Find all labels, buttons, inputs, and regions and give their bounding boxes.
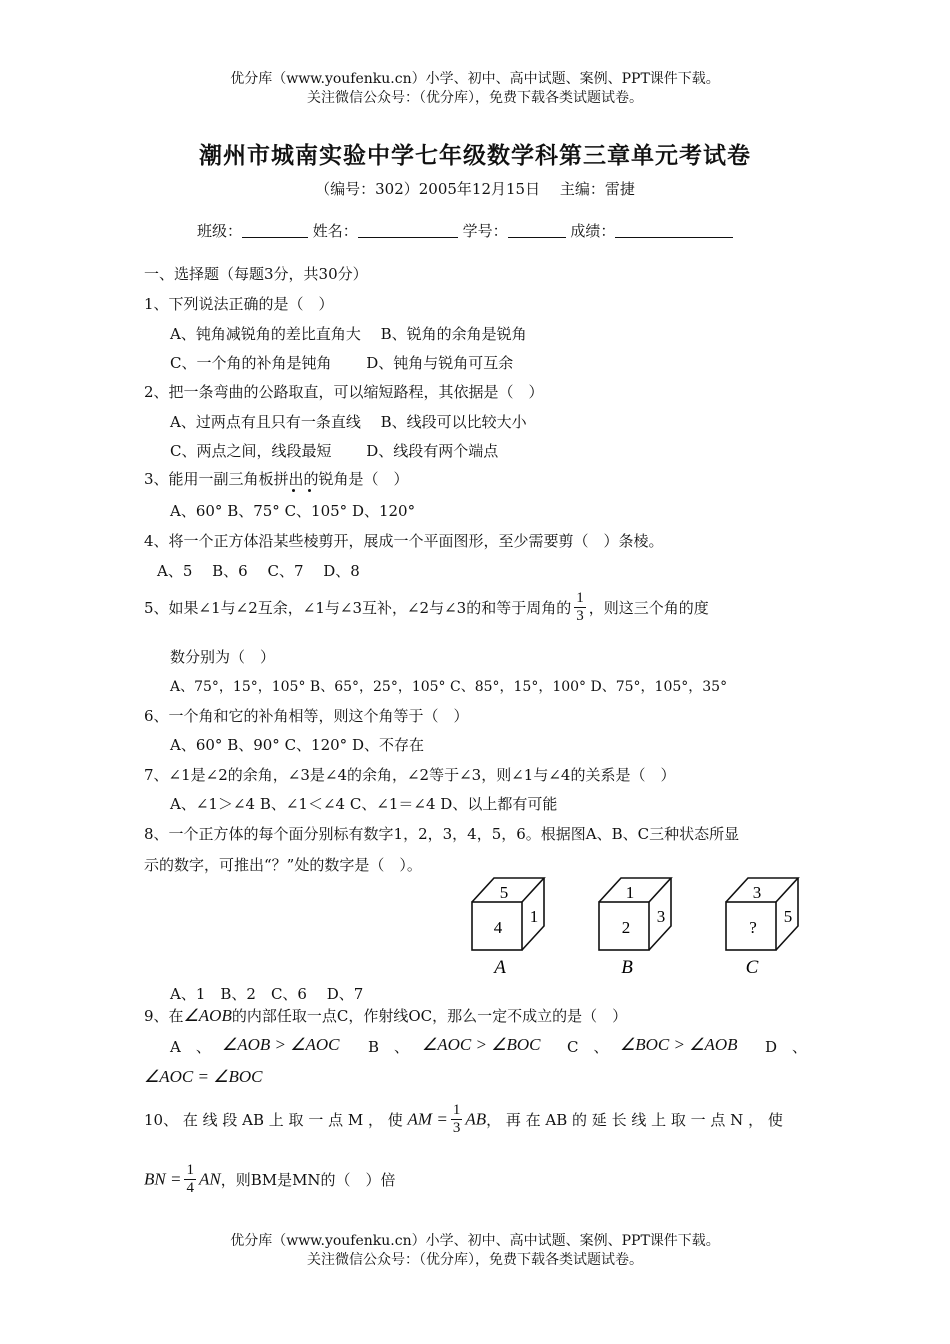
q10-text-part-3: ，则BM是MN的（ ）倍 [220, 1171, 396, 1189]
q3-options: A、60° B、75° C、105° D、120° [170, 502, 416, 520]
cube-a-side-number: 1 [529, 907, 539, 926]
q9-option-b-label: B 、 [368, 1038, 410, 1056]
q6-options: A、60° B、90° C、120° D、不存在 [170, 736, 424, 754]
header-line-1: 优分库（www.youfenku.cn）小学、初中、高中试题、案例、PPT课件下载。 [230, 71, 720, 87]
q9-angle-aob: ∠AOB [183, 1006, 232, 1025]
cube-c-front-number: ? [749, 918, 757, 937]
q10-text-part-1: 10、 在 线 段 AB 上 取 一 点 M ， 使 [144, 1111, 403, 1129]
q6-stem: 6、一个角和它的补角相等，则这个角等于（ ） [144, 707, 469, 725]
q8-options: A、1 B、2 C、6 D、7 [170, 985, 364, 1003]
section-heading: 一、选择题（每题3分，共30分） [144, 265, 368, 283]
q5-stem-part-1: 5、如果∠1与∠2互余，∠1与∠3互补，∠2与∠3的和等于周角的 [144, 599, 572, 617]
q1-options-cd: C、一个角的补角是钝角 D、钝角与锐角可互余 [170, 354, 514, 372]
q9-option-a-label: A 、 [170, 1038, 211, 1056]
id-label: 学号： [462, 222, 508, 240]
q5-fraction [574, 590, 586, 625]
q9-stem [144, 1005, 627, 1026]
fraction-denominator: 4 [186, 1180, 194, 1196]
q9-option-d-math: ∠AOC = ∠BOC [144, 1067, 263, 1086]
q2-options-ab: A、过两点有且只有一条直线 B、线段可以比较大小 [170, 413, 527, 431]
cube-b-side-number: 3 [656, 907, 666, 926]
cube-figure [462, 872, 812, 980]
q5-stem-continued: 数分别为（ ） [170, 648, 276, 666]
q9-option-a-math: ∠AOB > ∠AOC [222, 1035, 340, 1054]
cube-b-front-number: 2 [621, 918, 631, 937]
emphasis-dot [308, 489, 311, 492]
subtitle: （编号：302）2005年12月15日 主编：雷捷 [315, 180, 635, 198]
q9-option-c-label: C 、 [567, 1038, 609, 1056]
q3-stem: 3、能用一副三角板拼出的锐角是（ ） [144, 470, 409, 488]
q10-stem-continued [144, 1162, 396, 1197]
q10-math-an: AN [198, 1169, 221, 1189]
q2-options-cd: C、两点之间，线段最短 D、线段有两个端点 [170, 442, 499, 460]
score-label: 成绩： [570, 222, 616, 240]
class-label: 班级： [197, 222, 243, 240]
q5-stem [144, 590, 709, 625]
student-info-row [197, 220, 733, 241]
fraction-denominator: 3 [452, 1120, 461, 1136]
fraction-numerator: 1 [452, 1102, 461, 1118]
q10-math-bn: BN = [144, 1169, 182, 1189]
cube-b-label: B [621, 957, 633, 978]
q10-fraction-1 [451, 1102, 463, 1137]
name-label: 姓名： [312, 222, 358, 240]
header-line-2: 关注微信公众号：（优分库），免费下载各类试题试卷。 [307, 90, 643, 106]
fraction-denominator: 3 [576, 608, 584, 624]
class-blank [242, 223, 308, 238]
q4-stem: 4、将一个正方体沿某些棱剪开，展成一个平面图形，至少需要剪（ ）条棱。 [144, 532, 664, 550]
q5-stem-part-2: ，则这三个角的度 [588, 599, 709, 617]
q2-stem: 2、把一条弯曲的公路取直，可以缩短路程，其依据是（ ） [144, 383, 544, 401]
q1-stem: 1、下列说法正确的是（ ） [144, 295, 334, 313]
q10-math-am: AM = [407, 1109, 448, 1129]
q7-stem: 7、∠1是∠2的余角，∠3是∠4的余角，∠2等于∠3，则∠1与∠4的关系是（ ） [144, 766, 676, 784]
score-blank [615, 223, 733, 238]
cube-b-top-number: 1 [625, 883, 635, 902]
fraction-numerator: 1 [186, 1162, 194, 1178]
q1-options-ab: A、钝角减锐角的差比直角大 B、锐角的余角是锐角 [170, 325, 527, 343]
cube-a-label: A [494, 957, 506, 978]
emphasis-dot [292, 489, 295, 492]
q10-math-ab: AB [465, 1109, 487, 1129]
q8-stem-continued: 示的数字，可推出“？”处的数字是（ ）。 [144, 856, 422, 874]
q10-stem [144, 1102, 783, 1137]
name-blank [358, 223, 458, 238]
q4-options: A、5 B、6 C、7 D、8 [157, 562, 360, 580]
footer-line-1: 优分库（www.youfenku.cn）小学、初中、高中试题、案例、PPT课件下载。 [230, 1233, 720, 1249]
q9-option-d-label: D 、 [765, 1038, 808, 1056]
cube-c-top-number: 3 [752, 883, 762, 902]
q8-stem: 8、一个正方体的每个面分别标有数字1，2，3，4，5，6。根据图A、B、C三种状态所显 [144, 825, 740, 843]
page-title: 潮州市城南实验中学七年级数学科第三章单元考试卷 [199, 142, 751, 169]
q10-fraction-2 [184, 1162, 196, 1197]
cube-a-front-number: 4 [493, 918, 503, 937]
q7-options: A、∠1＞∠4 B、∠1＜∠4 C、∠1＝∠4 D、以上都有可能 [170, 795, 558, 813]
q9-option-b-math: ∠AOC > ∠BOC [422, 1035, 541, 1054]
fraction-numerator: 1 [576, 590, 584, 606]
q10-text-part-2: ， 再 在 AB 的 延 长 线 上 取 一 点 N ， 使 [486, 1111, 783, 1129]
cube-a-top-number: 5 [499, 883, 509, 902]
footer-line-2: 关注微信公众号：（优分库），免费下载各类试题试卷。 [307, 1252, 643, 1268]
cube-c-label: C [745, 957, 759, 978]
q9-stem-part-1: 9、在 [144, 1007, 184, 1025]
id-blank [508, 223, 566, 238]
cube-c-side-number: 5 [783, 907, 793, 926]
q9-option-c-math: ∠BOC > ∠AOB [620, 1035, 738, 1054]
q9-stem-part-2: 的内部任取一点C，作射线OC，那么一定不成立的是（ ） [231, 1007, 628, 1025]
q5-options: A、75°，15°，105° B、65°，25°，105° C、85°，15°，100° D、75°，105°，35° [170, 679, 728, 695]
